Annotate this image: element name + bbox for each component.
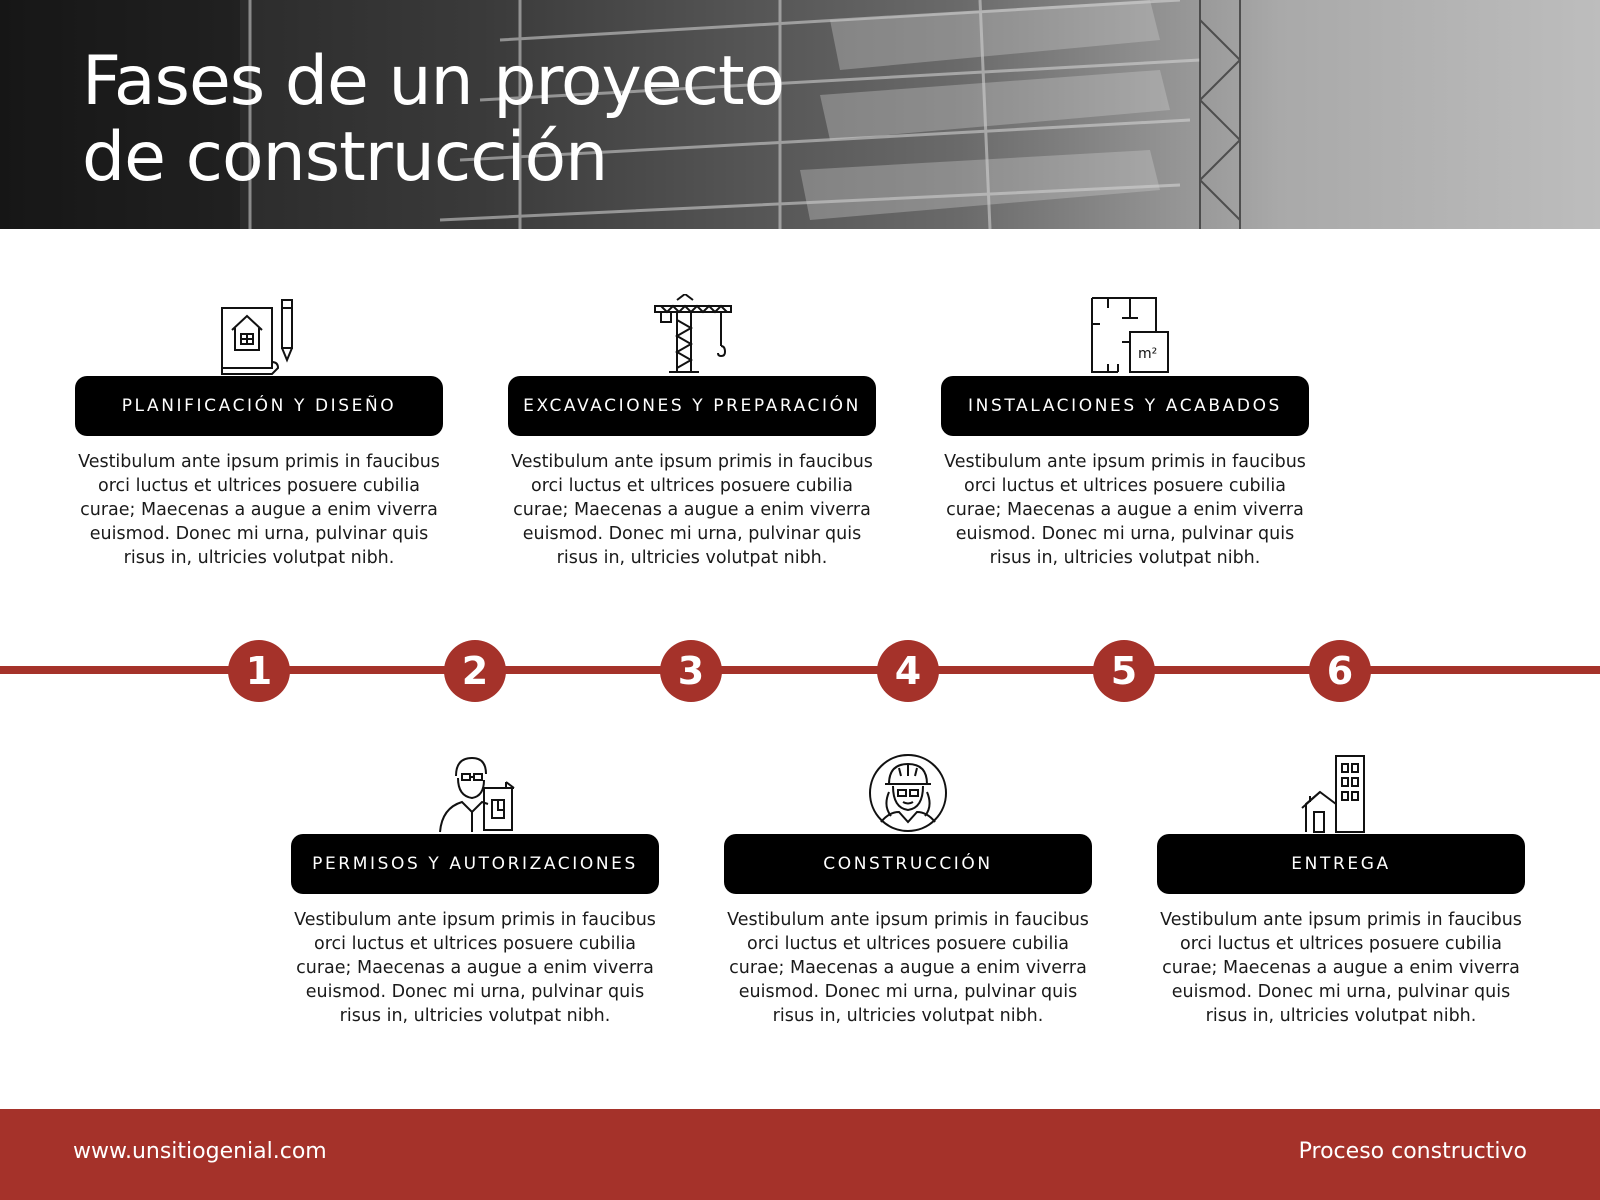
phase-label-3: EXCAVACIONES Y PREPARACIÓN [508, 376, 876, 436]
step-circle-6: 6 [1309, 640, 1371, 702]
step-circle-5: 5 [1093, 640, 1155, 702]
footer-url[interactable]: www.unsitiogenial.com [73, 1139, 327, 1164]
phase-label-1: PLANIFICACIÓN Y DISEÑO [75, 376, 443, 436]
step-circle-3: 3 [660, 640, 722, 702]
floor-plan-icon [1080, 294, 1170, 376]
phase-description-5: Vestibulum ante ipsum primis in faucibus orci luctus et ultrices posuere cubilia curae; Maecenas a augue a enim viverra euismod. Donec mi urna, pulvinar quis risus in, ultricies volutpat nibh. [944, 452, 1306, 568]
phase-description-3: Vestibulum ante ipsum primis in faucibus orci luctus et ultrices posuere cubilia curae; Maecenas a augue a enim viverra euismod. Donec mi urna, pulvinar quis risus in, ultricies volutpat nibh. [511, 452, 873, 568]
phase-card-4 [724, 752, 1092, 1028]
title-line-2: de construcción [82, 118, 608, 197]
phase-card-3 [508, 294, 876, 570]
title-line-1: Fases de un proyecto [82, 42, 785, 121]
phase-description-6: Vestibulum ante ipsum primis in faucibus orci luctus et ultrices posuere cubilia curae; Maecenas a augue a enim viverra euismod. Donec mi urna, pulvinar quis risus in, ultricies volutpat nibh. [1160, 910, 1522, 1026]
phase-description-1: Vestibulum ante ipsum primis in faucibus orci luctus et ultrices posuere cubilia curae; Maecenas a augue a enim viverra euismod. Donec mi urna, pulvinar quis risus in, ultricies volutpat nibh. [78, 452, 440, 568]
architect-permit-icon [430, 752, 520, 834]
construction-worker-icon [863, 752, 953, 834]
tower-crane-icon [647, 294, 737, 376]
floor-plan-area-text: m² [1138, 346, 1158, 362]
phase-card-5 [941, 294, 1309, 570]
step-circle-2: 2 [444, 640, 506, 702]
phase-label-4: CONSTRUCCIÓN [724, 834, 1092, 894]
footer-bar [0, 1109, 1600, 1200]
house-blueprint-icon [214, 294, 304, 376]
footer-tagline: Proceso constructivo [1298, 1139, 1527, 1164]
phase-label-2: PERMISOS Y AUTORIZACIONES [291, 834, 659, 894]
phase-card-1 [75, 294, 443, 570]
phase-description-4: Vestibulum ante ipsum primis in faucibus orci luctus et ultrices posuere cubilia curae; Maecenas a augue a enim viverra euismod. Donec mi urna, pulvinar quis risus in, ultricies volutpat nibh. [727, 910, 1089, 1026]
phase-card-2 [291, 752, 659, 1028]
step-circle-4: 4 [877, 640, 939, 702]
step-circle-1: 1 [228, 640, 290, 702]
phase-card-6 [1157, 752, 1525, 1028]
header-photo-band [0, 0, 1600, 229]
page-title [82, 44, 784, 196]
phase-description-2: Vestibulum ante ipsum primis in faucibus orci luctus et ultrices posuere cubilia curae; Maecenas a augue a enim viverra euismod. Donec mi urna, pulvinar quis risus in, ultricies volutpat nibh. [294, 910, 656, 1026]
phase-label-6: ENTREGA [1157, 834, 1525, 894]
phase-label-5: INSTALACIONES Y ACABADOS [941, 376, 1309, 436]
buildings-icon [1296, 752, 1386, 834]
